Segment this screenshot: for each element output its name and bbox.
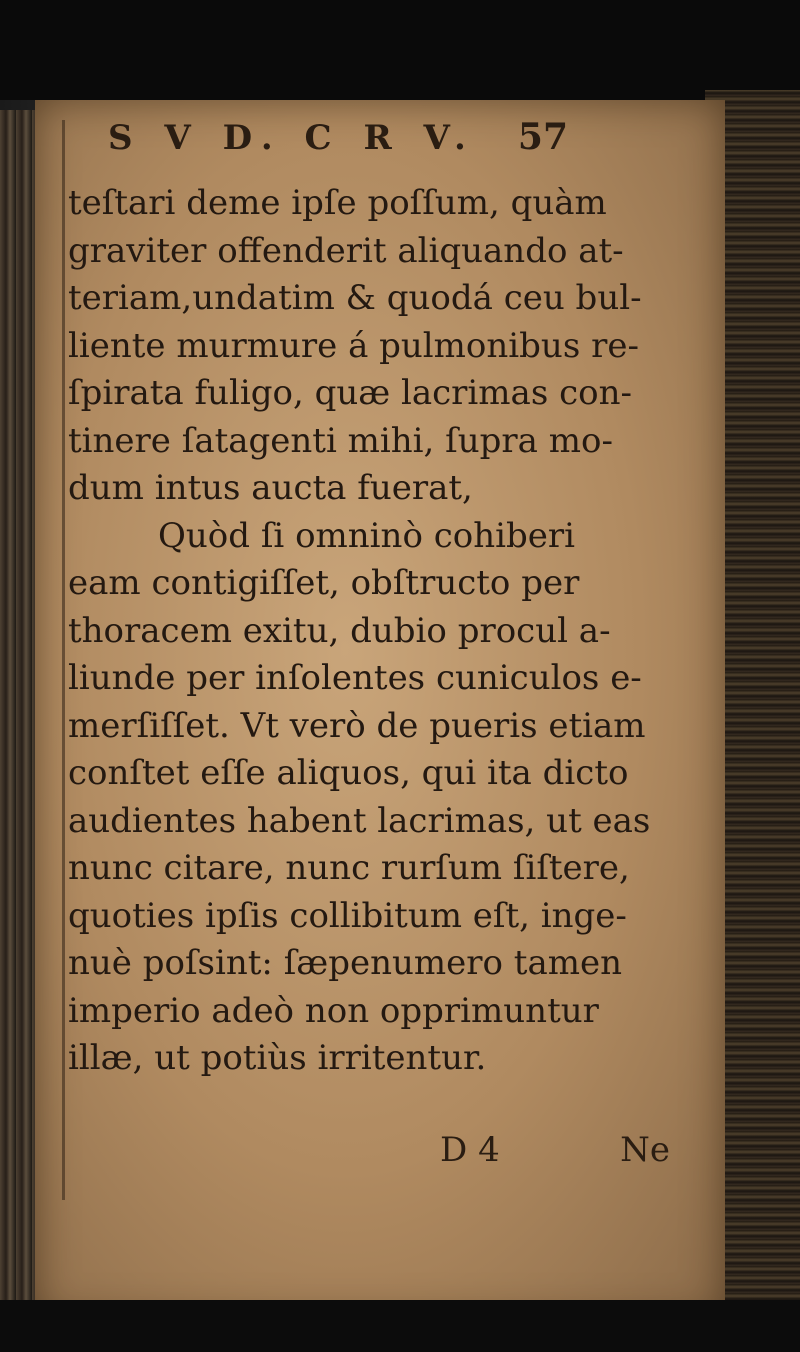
text-line: teſtari deme ipſe poſſum, quàm <box>68 183 607 223</box>
text-line: graviter offenderit aliquando at- <box>68 230 624 271</box>
catchword: Ne <box>620 1130 670 1170</box>
body-text <box>68 180 708 1083</box>
signature-mark: D 4 <box>440 1130 500 1170</box>
paragraph-start-line: Quòd ſi omninò cohiberi <box>158 515 576 556</box>
text-line: imperio adeò non opprimuntur <box>68 990 599 1031</box>
text-line: conſtet eſſe aliquos, qui ita dicto <box>68 753 629 793</box>
text-line: tinere ſatagenti mihi, ſupra mo- <box>68 420 613 461</box>
text-line: liunde per inſolentes cuniculos e- <box>68 658 642 698</box>
text-line: thoracem exitu, dubio procul a- <box>68 610 611 651</box>
text-line: eam contigiſſet, obſtructo per <box>68 563 580 603</box>
text-line: illæ, ut potiùs irritentur. <box>68 1038 487 1078</box>
text-line: quoties ipſis collibitum eſt, inge- <box>68 895 627 936</box>
text-line: nuè poſsint: ſæpenumero tamen <box>68 943 622 983</box>
text-line: dum intus aucta fuerat, <box>68 468 473 508</box>
text-line: nunc citare, nunc rurſum ſiſtere, <box>68 848 630 888</box>
text-line: teriam,undatim & quodá ceu bul- <box>68 278 642 318</box>
running-head-title: S V D. C R V. <box>108 118 476 158</box>
text-line: liente murmure á pulmonibus re- <box>68 325 639 366</box>
text-line: audientes habent lacrimas, ut eas <box>68 800 651 841</box>
page-number: 57 <box>517 116 568 158</box>
gutter-shadow <box>62 120 65 1200</box>
text-line: merſiſſet. Vt verò de pueris etiam <box>68 705 646 746</box>
background-bottom <box>0 1300 800 1352</box>
background-top <box>0 0 800 100</box>
page-footer <box>440 1130 670 1190</box>
text-line: ſpirata fuligo, quæ lacrimas con- <box>68 373 632 413</box>
running-head <box>108 116 568 176</box>
